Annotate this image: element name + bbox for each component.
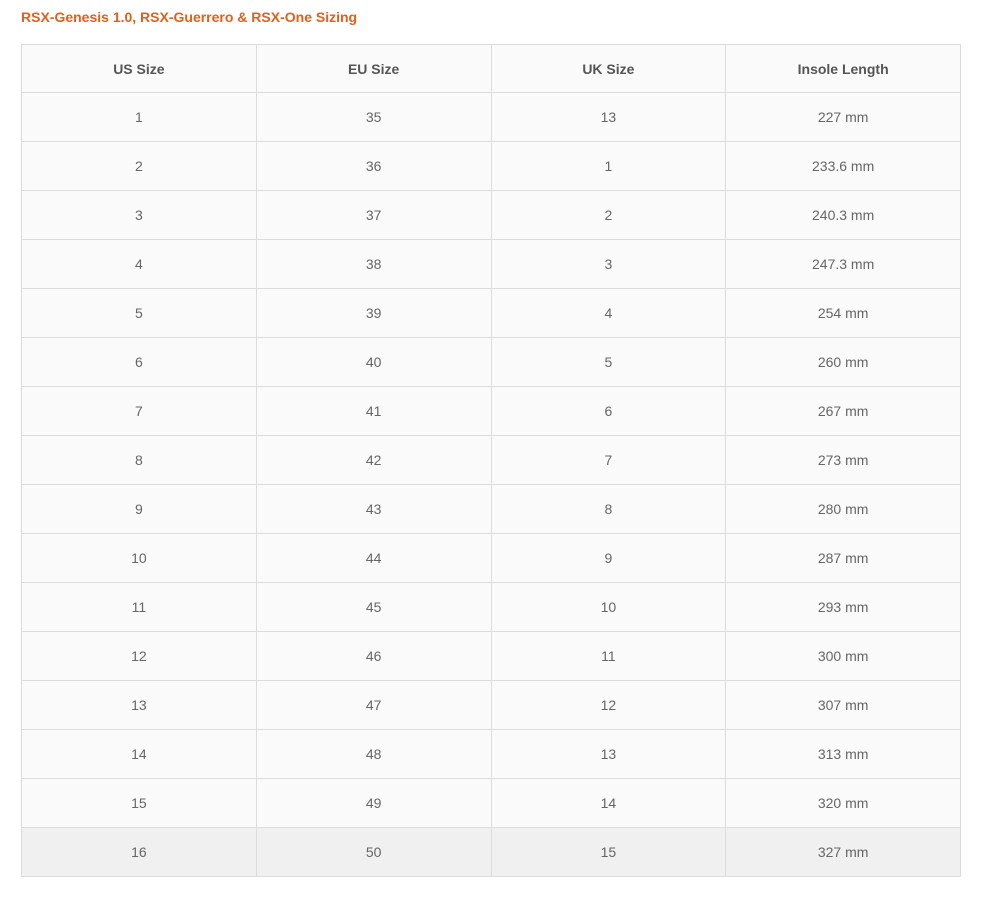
- us-size-cell: 5: [22, 289, 257, 338]
- eu-size-cell: 44: [256, 534, 491, 583]
- column-header-eu-size: EU Size: [256, 45, 491, 93]
- uk-size-cell: 8: [491, 485, 726, 534]
- insole-length-cell: 233.6 mm: [726, 142, 961, 191]
- table-row: [22, 828, 961, 877]
- insole-length-cell: 293 mm: [726, 583, 961, 632]
- table-row: [22, 338, 961, 387]
- us-size-cell: 12: [22, 632, 257, 681]
- us-size-cell: 10: [22, 534, 257, 583]
- insole-length-cell: 260 mm: [726, 338, 961, 387]
- table-row: [22, 289, 961, 338]
- eu-size-cell: 50: [256, 828, 491, 877]
- uk-size-cell: 13: [491, 93, 726, 142]
- table-row: [22, 191, 961, 240]
- uk-size-cell: 2: [491, 191, 726, 240]
- us-size-cell: 11: [22, 583, 257, 632]
- column-header-uk-size: UK Size: [491, 45, 726, 93]
- eu-size-cell: 41: [256, 387, 491, 436]
- insole-length-cell: 307 mm: [726, 681, 961, 730]
- insole-length-cell: 280 mm: [726, 485, 961, 534]
- header-row: [22, 45, 961, 93]
- eu-size-cell: 37: [256, 191, 491, 240]
- eu-size-cell: 48: [256, 730, 491, 779]
- eu-size-cell: 36: [256, 142, 491, 191]
- us-size-cell: 13: [22, 681, 257, 730]
- table-row: [22, 142, 961, 191]
- uk-size-cell: 13: [491, 730, 726, 779]
- us-size-cell: 7: [22, 387, 257, 436]
- us-size-cell: 1: [22, 93, 257, 142]
- uk-size-cell: 10: [491, 583, 726, 632]
- table-row: [22, 387, 961, 436]
- us-size-cell: 8: [22, 436, 257, 485]
- table-body: [22, 93, 961, 877]
- eu-size-cell: 38: [256, 240, 491, 289]
- table-row: [22, 730, 961, 779]
- table-row: [22, 240, 961, 289]
- eu-size-cell: 43: [256, 485, 491, 534]
- us-size-cell: 14: [22, 730, 257, 779]
- insole-length-cell: 287 mm: [726, 534, 961, 583]
- insole-length-cell: 320 mm: [726, 779, 961, 828]
- sizing-table: [21, 44, 961, 877]
- us-size-cell: 16: [22, 828, 257, 877]
- table-row: [22, 534, 961, 583]
- uk-size-cell: 11: [491, 632, 726, 681]
- uk-size-cell: 3: [491, 240, 726, 289]
- us-size-cell: 4: [22, 240, 257, 289]
- eu-size-cell: 42: [256, 436, 491, 485]
- table-row: [22, 583, 961, 632]
- eu-size-cell: 35: [256, 93, 491, 142]
- column-header-insole-length: Insole Length: [726, 45, 961, 93]
- insole-length-cell: 240.3 mm: [726, 191, 961, 240]
- uk-size-cell: 1: [491, 142, 726, 191]
- eu-size-cell: 46: [256, 632, 491, 681]
- table-header: [22, 45, 961, 93]
- uk-size-cell: 7: [491, 436, 726, 485]
- insole-length-cell: 300 mm: [726, 632, 961, 681]
- eu-size-cell: 47: [256, 681, 491, 730]
- column-header-us-size: US Size: [22, 45, 257, 93]
- uk-size-cell: 6: [491, 387, 726, 436]
- uk-size-cell: 12: [491, 681, 726, 730]
- table-row: [22, 485, 961, 534]
- insole-length-cell: 254 mm: [726, 289, 961, 338]
- table-row: [22, 632, 961, 681]
- table-row: [22, 681, 961, 730]
- insole-length-cell: 227 mm: [726, 93, 961, 142]
- uk-size-cell: 5: [491, 338, 726, 387]
- table-row: [22, 779, 961, 828]
- uk-size-cell: 9: [491, 534, 726, 583]
- us-size-cell: 6: [22, 338, 257, 387]
- insole-length-cell: 327 mm: [726, 828, 961, 877]
- uk-size-cell: 14: [491, 779, 726, 828]
- insole-length-cell: 267 mm: [726, 387, 961, 436]
- us-size-cell: 2: [22, 142, 257, 191]
- table-row: [22, 436, 961, 485]
- eu-size-cell: 39: [256, 289, 491, 338]
- eu-size-cell: 45: [256, 583, 491, 632]
- table-row: [22, 93, 961, 142]
- uk-size-cell: 15: [491, 828, 726, 877]
- insole-length-cell: 247.3 mm: [726, 240, 961, 289]
- insole-length-cell: 313 mm: [726, 730, 961, 779]
- page-title: RSX-Genesis 1.0, RSX-Guerrero & RSX-One Sizing: [21, 9, 358, 25]
- us-size-cell: 9: [22, 485, 257, 534]
- insole-length-cell: 273 mm: [726, 436, 961, 485]
- uk-size-cell: 4: [491, 289, 726, 338]
- eu-size-cell: 40: [256, 338, 491, 387]
- us-size-cell: 3: [22, 191, 257, 240]
- us-size-cell: 15: [22, 779, 257, 828]
- eu-size-cell: 49: [256, 779, 491, 828]
